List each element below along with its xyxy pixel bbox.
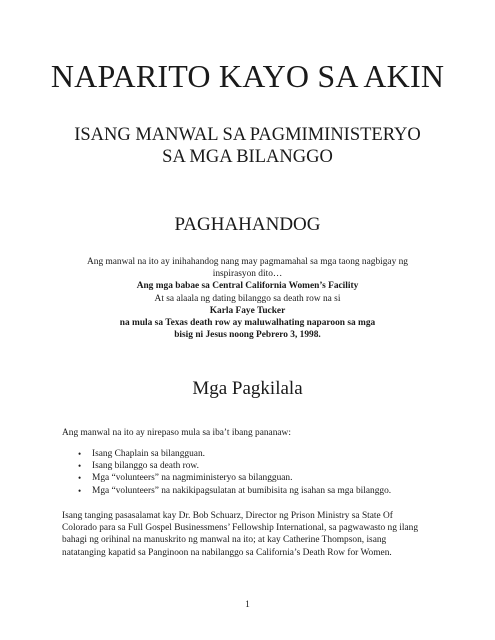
dedication-line: Ang manwal na ito ay inihahandog nang may pagmamahal sa mga taong nagbigay ng <box>86 257 408 267</box>
acknowledgements-intro: Ang manwal na ito ay nirepaso mula sa iba’t ibang pananaw: <box>62 428 291 438</box>
document-subtitle <box>0 124 495 168</box>
list-item-text: Isang Chaplain sa bilangguan. <box>92 449 205 459</box>
dedication-line: bisig ni Jesus noong Pebrero 3, 1998. <box>174 330 321 341</box>
subtitle-line: SA MGA BILANGGO <box>162 147 333 167</box>
dedication-text <box>0 256 495 341</box>
list-item-text: Isang bilanggo sa death row. <box>92 461 199 472</box>
list-item <box>78 485 391 497</box>
bullet-icon: • <box>78 485 82 496</box>
dedication-heading: PAGHAHANDOG <box>174 214 321 235</box>
list-item-text: Mga “volunteers” na nagmiministeryo sa bilangguan. <box>92 473 293 484</box>
dedication-line: At sa alaala ng dating bilanggo sa death row na si <box>154 293 341 304</box>
list-item-text: Mga “volunteers” na nakikipagsulatan at bumibisita ng isahan sa mga bilanggo. <box>92 485 392 496</box>
dedication-line: Ang mga babae sa Central California Women’s Facility <box>136 281 359 292</box>
reviewer-list <box>78 448 391 497</box>
dedication-line: inspirasyon dito… <box>212 269 283 280</box>
document-title: NAPARITO KAYO SA AKIN <box>50 58 445 94</box>
bullet-icon: • <box>78 473 82 484</box>
thanks-line: Isang tanging pasasalamat kay Dr. Bob Schuarz, Director ng Prison Ministry sa State Of <box>62 511 393 521</box>
bullet-icon: • <box>78 449 82 459</box>
bullet-icon: • <box>78 461 82 472</box>
list-item <box>78 448 391 460</box>
list-item <box>78 460 391 472</box>
page-number: 1 <box>245 600 250 610</box>
thanks-line: natatanging kapatid sa Panginoon na nabilanggo sa California’s Death Row for Women. <box>62 547 392 558</box>
dedication-line: na mula sa Texas death row ay maluwalhating naparoon sa mga <box>119 318 376 329</box>
dedication-line: Karla Faye Tucker <box>209 305 286 316</box>
thanks-paragraph <box>62 510 418 559</box>
thanks-line: Colorado para sa Full Gospel Businessmens’ Fellowship International, sa pagwawasto ng ilang <box>62 523 419 534</box>
list-item <box>78 472 391 484</box>
thanks-line: bahagi ng orihinal na manuskrito ng manwal na ito; at kay Catherine Thompson, isang <box>62 535 387 546</box>
subtitle-line: ISANG MANWAL SA PAGMIMINISTERYO <box>74 125 421 145</box>
acknowledgements-heading: Mga Pagkilala <box>192 378 303 399</box>
